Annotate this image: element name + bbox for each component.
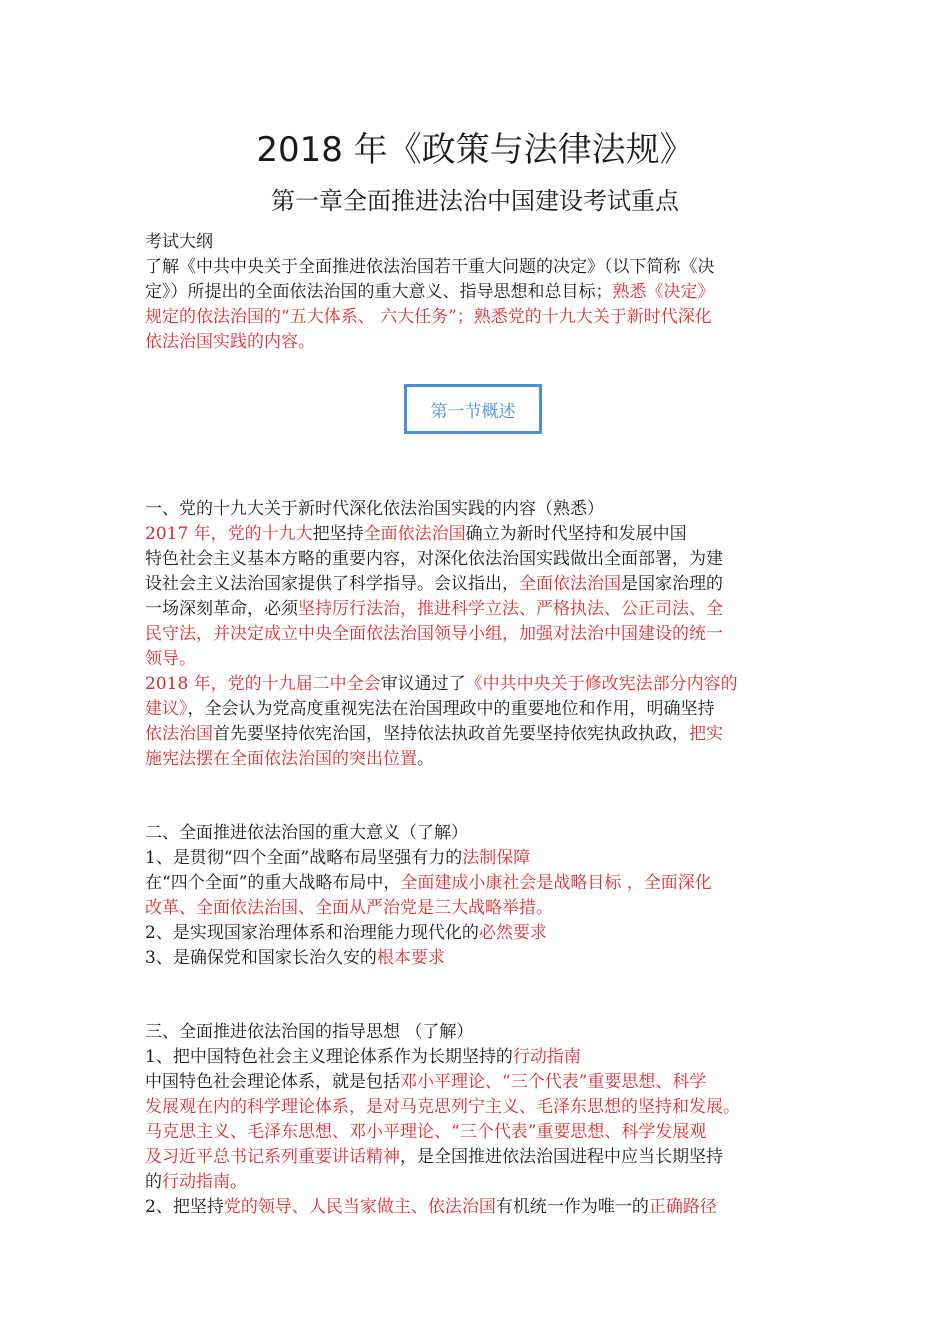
highlight-run: 施宪法摆在全面依法治国的突出位置: [145, 749, 417, 769]
paragraph-line: 民守法，并决定成立中央全面依法治国领导小组，加强对法治中国建设的统一: [145, 624, 723, 644]
list-item: [145, 1195, 810, 1220]
highlight-run: 行动指南: [512, 1047, 581, 1067]
outline-line: [145, 280, 810, 305]
highlight-run: 全面依法治国: [363, 524, 466, 544]
paragraph-line: [145, 697, 810, 722]
page-title: 2018 年《政策与法律法规》: [256, 130, 694, 170]
text-run: 首先要坚持依宪治国，坚持依法执政首先要坚持依宪执政执政，: [213, 724, 689, 744]
highlight-run: 2018 年，党的十九届二中全会: [145, 674, 381, 694]
section-title-box: 第一节概述: [404, 384, 542, 434]
chapter-subtitle: 第一章全面推进法治中国建设考试重点: [271, 187, 679, 215]
text-run: 2、是实现国家治理体系和治理能力现代化的: [145, 923, 479, 943]
outline-line: 依法治国实践的内容。: [145, 332, 315, 352]
text-run: 1、是贯彻“四个全面”战略布局坚强有力的: [145, 848, 463, 868]
section-heading: 二、全面推进依法治国的重大意义（了解）: [145, 823, 468, 843]
paragraph-line: [145, 747, 810, 772]
highlight-run: 必然要求: [478, 923, 547, 943]
paragraph-line: [145, 572, 810, 597]
paragraph-line: [145, 1145, 810, 1170]
highlight-run: 熟悉《决定》: [612, 282, 715, 302]
section-1: [145, 497, 810, 772]
paragraph-line: [145, 672, 810, 697]
text-run: 在“四个全面”的重大战略布局中，: [145, 873, 401, 893]
highlight-run: 党的领导、人民当家做主、依法治国: [223, 1197, 496, 1217]
highlight-run: 2017 年，党的十九大: [145, 524, 313, 544]
text-run: 一场深刻革命，必须: [145, 599, 298, 619]
paragraph-line: [145, 1070, 810, 1095]
list-item: [145, 1045, 810, 1070]
text-run: 3、是确保党和国家长治久安的: [145, 948, 377, 968]
text-run: 2、把坚持: [145, 1197, 224, 1217]
paragraph-line: [145, 522, 810, 547]
paragraph-line: 特色社会主义基本方略的重要内容，对深化依法治国实践做出全面部署，为建: [145, 549, 723, 569]
text-run: 。: [417, 749, 434, 769]
text-run: ，是全国推进依法治国进程中应当长期坚持: [400, 1147, 723, 1167]
paragraph-line: 马克思主义、毛泽东思想、邓小平理论、“三个代表”重要思想、科学发展观: [145, 1122, 707, 1142]
highlight-run: 邓小平理论、“三个代表”重要思想、科学: [400, 1072, 707, 1092]
highlight-run: 及习近平总书记系列重要讲话精神: [145, 1147, 400, 1167]
text-run: 把坚持: [312, 524, 364, 544]
highlight-run: 正确路径: [648, 1197, 717, 1217]
list-item: [145, 846, 810, 871]
highlight-run: 法制保障: [462, 848, 531, 868]
text-run: 1、把中国特色社会主义理论体系作为长期坚持的: [145, 1047, 513, 1067]
highlight-run: 把实: [689, 724, 723, 744]
highlight-run: 行动指南: [162, 1172, 230, 1192]
text-run: 中国特色社会理论体系，就是包括: [145, 1072, 400, 1092]
text-run: 定》）所提出的全面依法治国的重大意义、指导思想和总目标；: [145, 282, 613, 302]
highlight-run: 坚持厉行法治，推进科学立法、严格执法、公正司法、全: [298, 599, 723, 619]
paragraph-line: [145, 597, 810, 622]
section-2: [145, 821, 810, 971]
paragraph-line: 领导。: [145, 649, 196, 669]
highlight-run: 依法治国: [145, 724, 213, 744]
highlight-run: 全面依法治国: [519, 574, 621, 594]
text-run: 确立为新时代坚持和发展中国: [465, 524, 687, 544]
highlight-run: 《中共中央关于修改宪法部分内容的: [465, 674, 738, 694]
paragraph-line: 发展观在内的科学理论体系，是对马克思列宁主义、毛泽东思想的坚持和发展。: [145, 1097, 740, 1117]
paragraph-line: [145, 1170, 810, 1195]
text-run: 的: [145, 1172, 162, 1192]
highlight-run: 建议》: [145, 699, 188, 719]
text-run: 有机统一作为唯一的: [495, 1197, 649, 1217]
text-run: 是国家治理的: [621, 574, 723, 594]
list-item: [145, 921, 810, 946]
paragraph-line: 改革、全面依法治国、全面从严治党是三大战略举措。: [145, 898, 553, 918]
list-item: [145, 946, 810, 971]
text-run: 。: [230, 1172, 247, 1192]
section-heading: 一、党的十九大关于新时代深化依法治国实践的内容（熟悉）: [145, 499, 604, 519]
outline-line: 规定的依法治国的“五大体系、 六大任务”；熟悉党的十九大关于新时代深化: [145, 307, 712, 327]
exam-outline: [145, 230, 810, 355]
highlight-run: 全面建成小康社会是战略目标 ，全面深化: [400, 873, 712, 893]
section-heading: 三、全面推进依法治国的指导思想 （了解）: [145, 1022, 474, 1042]
section-3: [145, 1020, 810, 1220]
outline-line: 了解《中共中央关于全面推进依法治国若干重大问题的决定》（以下简称《决: [145, 257, 715, 277]
text-run: 审议通过了: [380, 674, 466, 694]
text-run: ，全会认为党高度重视宪法在治国理政中的重要地位和作用，明确坚持: [187, 699, 715, 719]
highlight-run: 根本要求: [376, 948, 445, 968]
outline-heading: 考试大纲: [145, 232, 213, 252]
paragraph-line: [145, 722, 810, 747]
paragraph-line: [145, 871, 810, 896]
text-run: 设社会主义法治国家提供了科学指导。会议指出，: [145, 574, 519, 594]
